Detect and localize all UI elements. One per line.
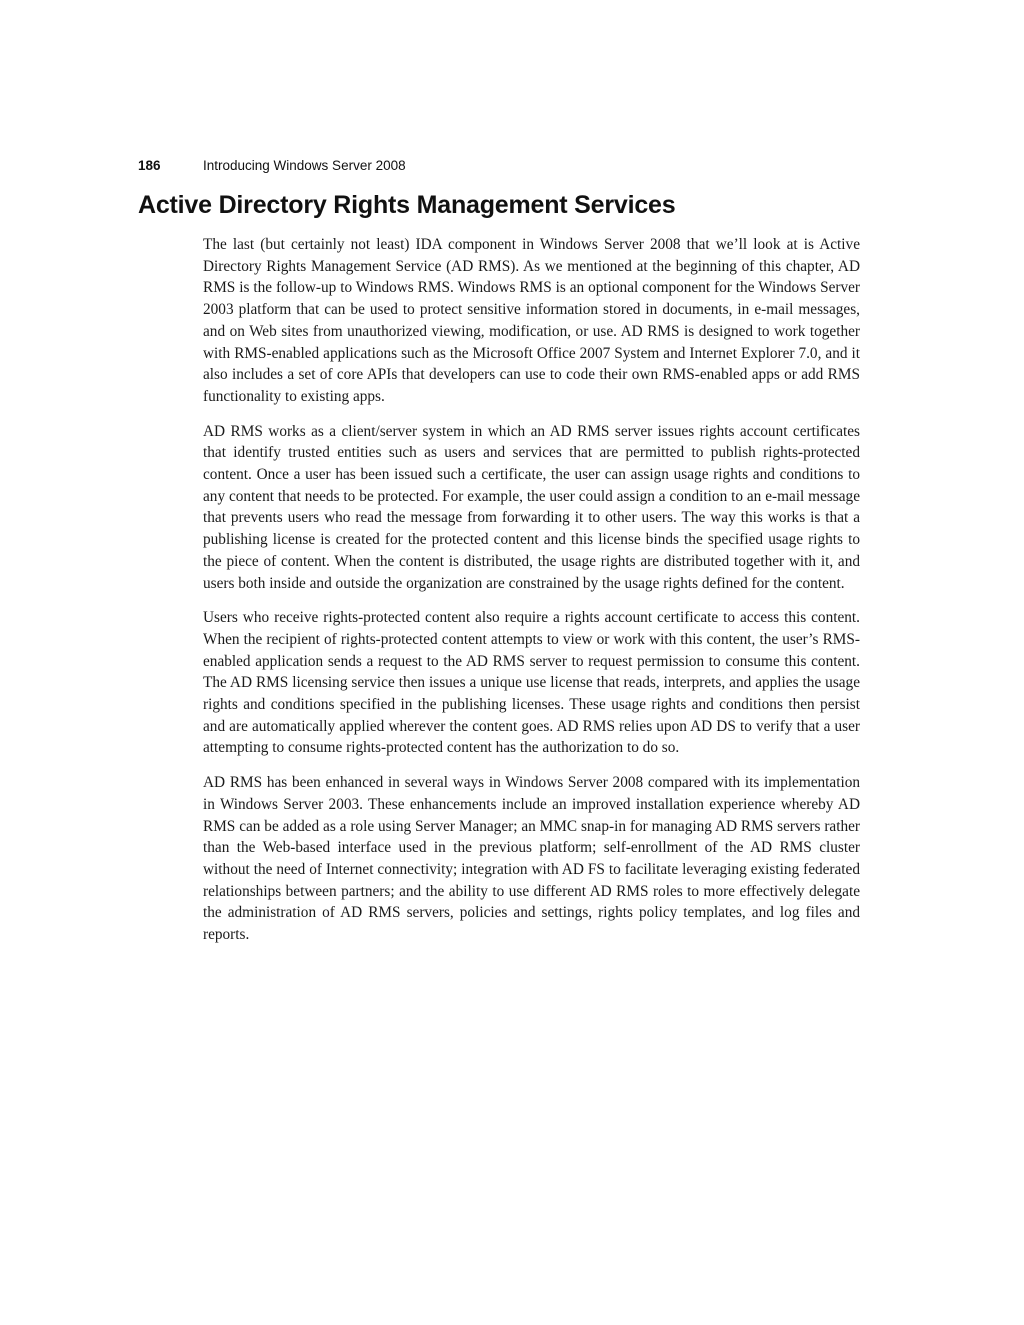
body-text xyxy=(203,234,860,959)
paragraph: Users who receive rights-protected content also require a rights account certificate to access this content. When the recipient of rights-protected content attempts to view or work with this content, the user’s RMS-enabled application sends a request to the AD RMS server to request permission to consume this content. The AD RMS licensing service then issues a unique use license that reads, interprets, and applies the usage rights and conditions specified in the publishing licenses. These usage rights and conditions then persist and are automatically applied wherever the content goes. AD RMS relies upon AD DS to verify that a user attempting to consume rights-protected content has the authorization to do so. xyxy=(203,609,860,757)
paragraph: AD RMS works as a client/server system in which an AD RMS server issues rights account certificates that identify trusted entities such as users and services that are permitted to publish rights-protected content. Once a user has been issued such a certificate, the user can assign usage rights and conditions to any content that needs to be protected. For example, the user could assign a condition to an e-mail message that prevents users who read the message from forwarding it to other users. The way this works is that a publishing license is created for the protected content and this license binds the specified usage rights to the piece of content. When the content is distributed, the usage rights are distributed together with it, and users both inside and outside the organization are constrained by the usage rights defined for the content. xyxy=(203,422,860,592)
running-title: Introducing Windows Server 2008 xyxy=(203,158,406,173)
paragraph: AD RMS has been enhanced in several ways in Windows Server 2008 compared with its implementation in Windows Server 2003. These enhancements include an improved installation experience whereby AD RMS can be added as a role using Server Manager; an MMC snap-in for managing AD RMS servers rather than the Web-based interface used in the previous platform; self-enrollment of the AD RMS cluster without the need of Internet connectivity; integration with AD FS to facilitate leveraging existing federated relationships between partners; and the ability to use different AD RMS roles to more effectively delegate the administration of AD RMS servers, policies and settings, rights policy templates, and log files and reports. xyxy=(203,774,860,944)
page-number: 186 xyxy=(138,158,161,173)
section-heading: Active Directory Rights Management Services xyxy=(138,191,676,219)
running-header xyxy=(138,156,878,176)
paragraph: The last (but certainly not least) IDA component in Windows Server 2008 that we’ll look at is Active Directory Rights Management Service (AD RMS). As we mentioned at the beginning of this chapter, AD RMS is the follow-up to Windows RMS. Windows RMS is an optional component for the Windows Server 2003 platform that can be used to protect sensitive information stored in documents, in e-mail messages, and on Web sites from unauthorized viewing, modification, or use. AD RMS is designed to work together with RMS-enabled applications such as the Microsoft Office 2007 System and Internet Explorer 7.0, and it also includes a set of core APIs that developers can use to code their own RMS-enabled apps or add RMS functionality to existing apps. xyxy=(203,236,860,405)
